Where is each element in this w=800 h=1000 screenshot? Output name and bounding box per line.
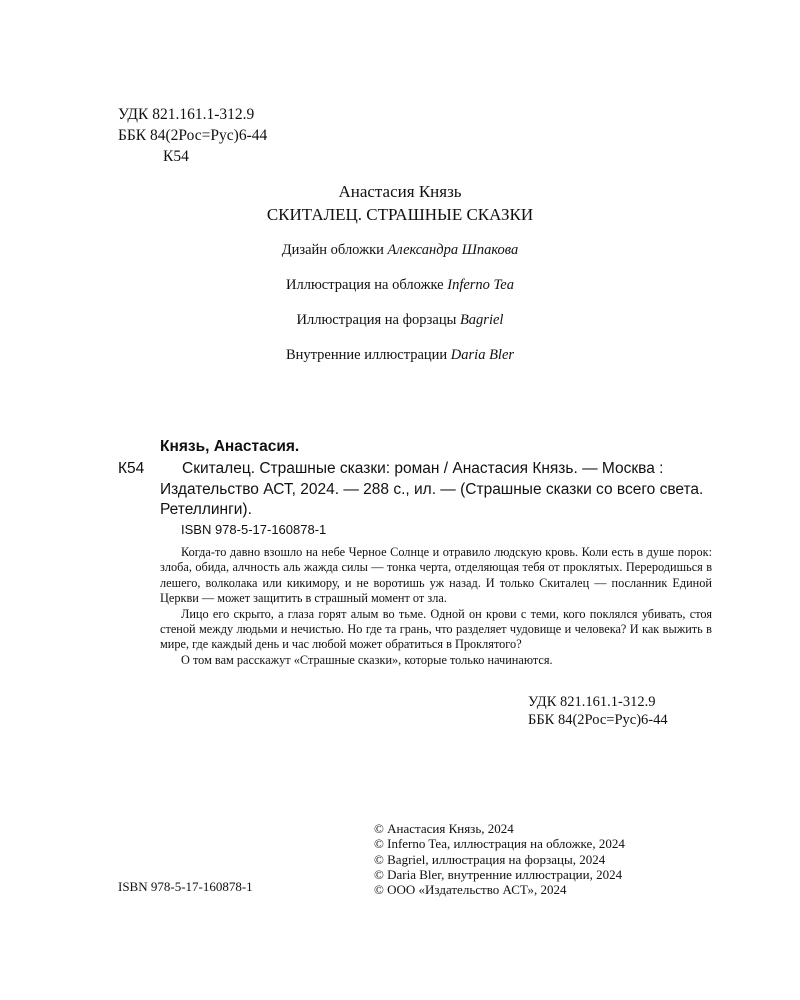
- isbn-inner: ISBN 978-5-17-160878-1: [181, 522, 327, 537]
- credit-name: Bagriel: [459, 312, 504, 328]
- credit-cover-illustration: [0, 275, 800, 310]
- bibliographic-author-heading: Князь, Анастасия.: [160, 438, 300, 455]
- copyright-line: © Daria Bler, внутренние иллюстрации, 2024: [374, 866, 623, 882]
- bibliographic-code: К54: [118, 460, 145, 477]
- author-mark: К54: [163, 148, 189, 165]
- credit-name: Александра Шпакова: [387, 242, 519, 258]
- classification-bottom: [528, 694, 668, 729]
- credit-endpaper-illustration: [0, 310, 800, 345]
- bbk-code-bottom: ББК 84(2Рос=Рус)6-44: [528, 711, 668, 728]
- copyright-list: [374, 821, 625, 897]
- copyright-line: © Inferno Tea, иллюстрация на обложке, 2024: [374, 836, 625, 852]
- isbn-bottom: ISBN 978-5-17-160878-1: [118, 879, 253, 894]
- credit-label: Внутренние иллюстрации: [285, 347, 448, 363]
- classification-block: [118, 104, 267, 167]
- credit-name: Inferno Tea: [447, 277, 514, 293]
- udk-code: УДК 821.161.1-312.9: [118, 106, 255, 123]
- credit-name: Daria Bler: [450, 347, 515, 363]
- book-header: [0, 180, 800, 226]
- bbk-code: ББК 84(2Рос=Рус)6-44: [118, 127, 268, 144]
- annotation-paragraph: О том вам расскажут «Страшные сказки», которые только начинаются.: [181, 652, 553, 667]
- credit-label: Иллюстрация на обложке: [286, 277, 444, 293]
- copyright-line: © ООО «Издательство АСТ», 2024: [374, 882, 567, 898]
- credit-label: Иллюстрация на форзацы: [296, 312, 457, 328]
- book-title: СКИТАЛЕЦ. СТРАШНЫЕ СКАЗКИ: [266, 205, 534, 224]
- annotation: [160, 545, 712, 668]
- copyright-line: © Bagriel, иллюстрация на форзацы, 2024: [374, 851, 606, 867]
- bibliographic-description: Скиталец. Страшные сказки: роман / Анастасия Князь. — Москва : Издательство АСТ, 2024. — 288 с., ил. — (Страшные сказки со всего света. Ретеллинги).: [160, 460, 704, 518]
- annotation-paragraph: Лицо его скрыто, а глаза горят алым во тьме. Одной он крови с теми, кого поклялся убивать, стоя стеной между людьми и нечистью. Но где та грань, что разделяет чудовище и человека? И как выжить в мире, где каждый день и час любой может обратиться в Проклятого?: [160, 606, 712, 652]
- udk-code-bottom: УДК 821.161.1-312.9: [528, 694, 656, 710]
- credits-list: [0, 240, 800, 380]
- copyright-line: © Анастасия Князь, 2024: [374, 821, 514, 836]
- credit-label: Дизайн обложки: [281, 242, 384, 258]
- credit-inner-illustrations: [0, 345, 800, 380]
- credit-cover-design: [0, 240, 800, 275]
- annotation-paragraph: Когда-то давно взошло на небе Черное Солнце и отравило людскую кровь. Коли есть в душе порок: злоба, обида, алчность аль жажда силы — тонка черта, отделяющая тебя от проклятых. Переродишься в лешего, волколака или кикимору, и не воротишь уж назад. И только Скиталец — посланник Единой Церкви — может защитить в страшный момент от зла.: [160, 545, 712, 606]
- book-author: Анастасия Князь: [338, 182, 462, 201]
